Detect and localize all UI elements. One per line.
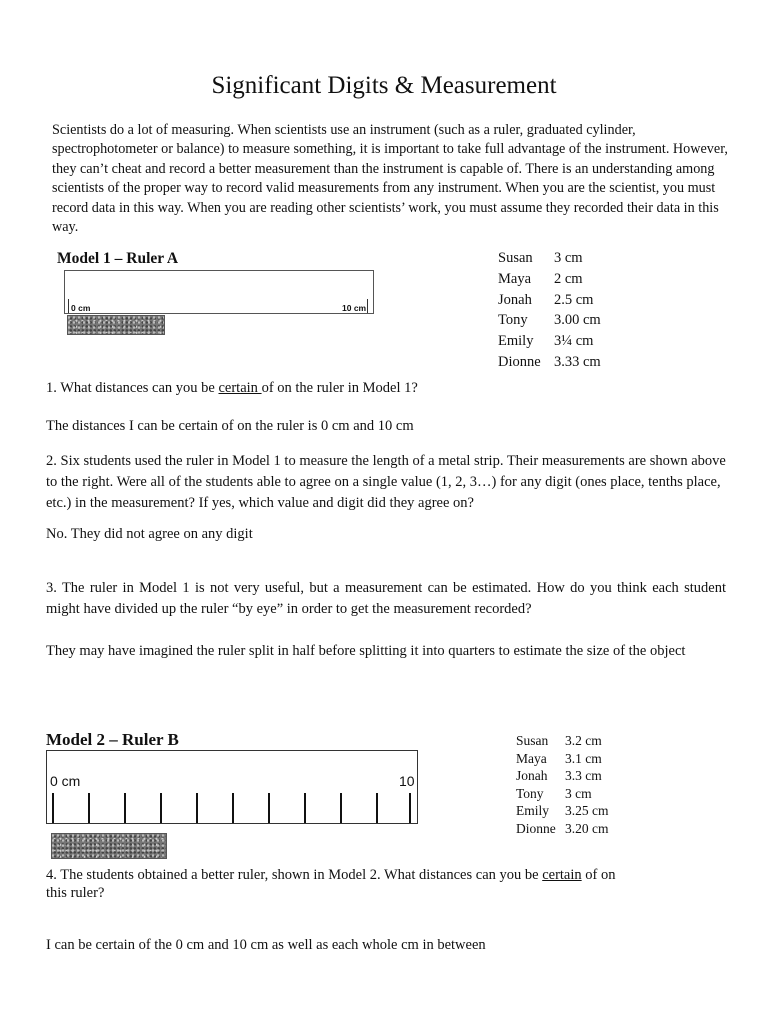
measurement-row <box>516 785 609 803</box>
answer-1: The distances I can be certain of on the ruler is 0 cm and 10 cm <box>46 418 414 434</box>
measurement-row <box>498 352 601 373</box>
question-1-text: 1. What distances can you be <box>46 380 219 396</box>
measurement-row <box>516 750 609 768</box>
measurement-row <box>516 802 609 820</box>
measurement-row <box>516 732 609 750</box>
student-value: 3 cm <box>565 785 592 801</box>
ruler-b-tick <box>124 793 126 823</box>
ruler-b-tick <box>52 793 54 823</box>
ruler-b-tick <box>232 793 234 823</box>
student-value: 3.20 cm <box>565 820 609 836</box>
question-1-underlined: certain <box>218 380 262 396</box>
student-value: 3 cm <box>554 250 583 266</box>
question-1-text-end: of on the ruler in Model 1? <box>261 380 418 396</box>
model1-measurements <box>498 248 601 373</box>
metal-strip-1 <box>67 315 165 335</box>
student-name: Susan <box>498 250 533 266</box>
ruler-b <box>46 750 418 824</box>
student-name: Jonah <box>516 768 548 784</box>
student-value: 3.3 cm <box>565 768 602 784</box>
student-name: Dionne <box>498 353 541 370</box>
ruler-b-tick <box>304 793 306 823</box>
ruler-a-ten-tick <box>367 299 368 313</box>
measurement-row <box>516 820 609 838</box>
metal-strip-2 <box>51 833 167 859</box>
ruler-b-tick <box>340 793 342 823</box>
ruler-b-tick <box>268 793 270 823</box>
ruler-a-zero-tick <box>68 299 69 313</box>
ruler-a-ten-label: 10 cm <box>342 303 367 313</box>
student-value: 2.5 cm <box>554 291 594 308</box>
ruler-b-tick <box>376 793 378 823</box>
student-value: 3¼ cm <box>554 333 594 350</box>
student-name: Dionne <box>516 820 556 836</box>
answer-3: They may have imagined the ruler split in half before splitting it into quarters to estimate the size of the object <box>46 643 686 659</box>
ruler-b-tick <box>160 793 162 823</box>
question-4-underlined: certain <box>542 867 582 883</box>
student-name: Maya <box>516 750 547 766</box>
question-2: 2. Six students used the ruler in Model 1 to measure the length of a metal strip. Their measurements are shown above to the right. Were all of the students able to agree on a single value (1, 2, 3…) for any digit (ones place, tenths place, etc.) in the measurement? If yes, which value and digit did they agree on? <box>46 453 726 511</box>
question-4 <box>46 866 636 902</box>
student-name: Susan <box>516 733 549 748</box>
measurement-row <box>498 310 601 331</box>
ruler-b-tick <box>409 793 411 823</box>
ruler-b-zero-label: 0 cm <box>50 773 81 789</box>
model2-measurements <box>516 732 609 838</box>
model2-heading: Model 2 – Ruler B <box>46 730 179 749</box>
measurement-row <box>498 269 601 290</box>
question-1 <box>46 378 726 399</box>
question-4-text: 4. The students obtained a better ruler, shown in Model 2. What distances can you be <box>46 867 543 883</box>
student-value: 2 cm <box>554 270 583 287</box>
ruler-a <box>64 270 374 314</box>
student-value: 3.00 cm <box>554 312 601 329</box>
intro-paragraph: Scientists do a lot of measuring. When scientists use an instrument (such as a ruler, graduated cylinder, spectrophotometer or balance) to measure something, it is important to take full advantage of the instrument. However, they can’t cheat and record a better measurement than the instrument is capable of. There is an understanding among scientists of the proper way to record valid measurements from any instrument. When you are the scientist, you must record data in this way. When you are reading other scientists’ work, you must assume they recorded their data in this way. <box>52 122 728 236</box>
student-name: Jonah <box>498 291 532 308</box>
answer-4: I can be certain of the 0 cm and 10 cm as well as each whole cm in between <box>46 937 486 953</box>
question-4-text-end: of on this ruler? <box>46 867 616 901</box>
student-name: Emily <box>516 803 549 819</box>
student-value: 3.2 cm <box>565 733 602 748</box>
student-value: 3.33 cm <box>554 353 601 370</box>
student-value: 3.1 cm <box>565 750 602 766</box>
student-value: 3.25 cm <box>565 803 609 819</box>
measurement-row <box>498 331 601 352</box>
question-3: 3. The ruler in Model 1 is not very useful, but a measurement can be estimated. How do you think each student might have divided up the ruler “by eye” in order to get the measurement recorded? <box>46 580 726 617</box>
ruler-b-tick <box>196 793 198 823</box>
answer-2: No. They did not agree on any digit <box>46 526 253 542</box>
student-name: Tony <box>516 785 544 801</box>
model1-heading: Model 1 – Ruler A <box>57 250 179 267</box>
page-title: Significant Digits & Measurement <box>211 72 557 99</box>
student-name: Tony <box>498 312 528 329</box>
ruler-b-tick <box>88 793 90 823</box>
student-name: Emily <box>498 333 534 350</box>
measurement-row <box>498 248 601 269</box>
ruler-b-ten-label: 10 <box>399 773 415 789</box>
measurement-row <box>516 767 609 785</box>
student-name: Maya <box>498 270 532 287</box>
ruler-a-zero-label: 0 cm <box>71 303 91 313</box>
measurement-row <box>498 290 601 311</box>
